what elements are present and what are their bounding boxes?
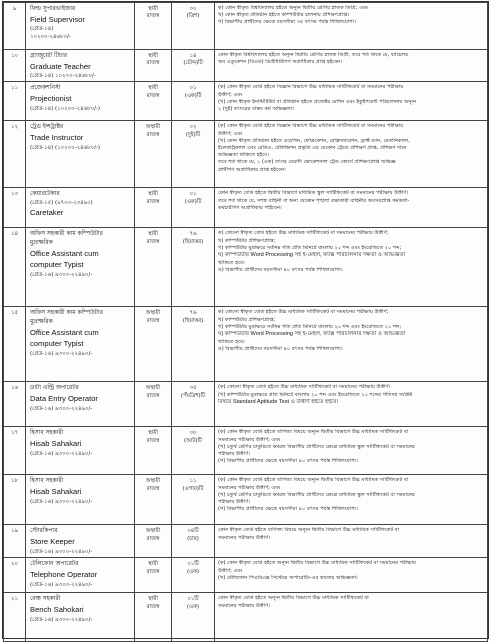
qualification-cell bbox=[215, 307, 488, 382]
post-count-line: (এক)টি bbox=[184, 92, 202, 99]
post-name-line: হিসাব সহকারী bbox=[30, 478, 64, 485]
post-count-line: ০১টি bbox=[187, 561, 199, 568]
post-name-line: প্রজেকশনিস্ট bbox=[30, 85, 61, 92]
post-status-line: রাজস্ব bbox=[146, 13, 160, 20]
post-status-cell bbox=[135, 382, 172, 427]
post-count-line: (দুই)টি bbox=[185, 131, 201, 138]
qualification-line: (খ) টেলিফোন পিএবিএক্স সিস্টেমে অপারেটিং-এর কাজের অভিজ্ঞতা। bbox=[218, 574, 358, 581]
post-name-line: (গ্রেড-১৬) ৯৩০০-২২৪৯০/- bbox=[30, 548, 93, 555]
post-count-line: ৩০ bbox=[189, 6, 197, 12]
serial-number-cell: ১১ bbox=[4, 82, 26, 121]
post-status-cell bbox=[135, 50, 172, 82]
qualification-line: (গ) বিভাগীয় প্রার্থীদের ক্ষেত্রে বয়সসীমা ৪০ বৎসর পর্যন্ত শিথিলযোগ্য। bbox=[218, 458, 358, 465]
post-count-cell bbox=[172, 593, 215, 642]
post-count-line: ০১ bbox=[189, 85, 197, 92]
post-status-line: স্থায়ী bbox=[148, 596, 158, 603]
post-name-cell bbox=[26, 593, 135, 642]
post-name-line: ট্রেড ইন্সট্রাক্টর bbox=[30, 124, 64, 131]
qualification-line: গ) কম্পিউটার মুদ্রাক্ষরে সর্বনিম্ন গতি প্রতি মিনিটে বাংলায় ২০ শব্দ এবং ইংরেজিতে ২০ শব্দ; bbox=[218, 323, 402, 330]
qualification-cell bbox=[215, 188, 488, 228]
post-status-line: স্থায়ী bbox=[148, 85, 158, 92]
post-name-line: (গ্রেড-১৬) ৯৩০০-২২৪৯০/- bbox=[30, 450, 93, 457]
post-count-line: (চার) bbox=[187, 535, 199, 542]
post-status-cell bbox=[135, 82, 172, 121]
post-name-line: মুদ্রাক্ষরিক bbox=[30, 319, 53, 326]
qualification-line: থাকিতে হবে। bbox=[218, 259, 245, 266]
qualification-cell bbox=[215, 427, 488, 475]
post-status-line: রাজস্ব bbox=[146, 238, 160, 245]
post-count-cell bbox=[172, 121, 215, 188]
qualification-line: (ক) কোন স্বীকৃত বোর্ড হইতে বিজ্ঞান বিভাগে উচ্চ মাধ্যমিক সার্টিফিকেট বা সমমানের পরীক্ষায় bbox=[218, 123, 404, 130]
post-status-line: স্থায়ী bbox=[148, 561, 158, 568]
post-count-line: ১৪ bbox=[189, 53, 197, 59]
qualification-line: (খ) চতুর্থ শ্রেণির চাকুরিতে কর্মরত বিভাগীয় প্রার্থীদের ক্ষেত্রে মাধ্যমিক স্কুল সার্টিফিকেট বা সমমানের bbox=[218, 491, 415, 498]
qualification-cell bbox=[215, 82, 488, 121]
post-name-line: Office Assistant cum bbox=[30, 328, 99, 338]
post-name-line: Office Assistant cum bbox=[30, 249, 99, 259]
post-name-line: Trade Instructor bbox=[30, 133, 84, 143]
post-name-line: Data Entry Operator bbox=[30, 394, 98, 404]
serial-number-cell: ১৯ bbox=[4, 525, 26, 558]
post-name-line: অফিস সহকারী কাম কম্পিউটার bbox=[30, 231, 103, 238]
post-name-line: Caretaker bbox=[30, 208, 64, 218]
post-count-line: (এক)টি bbox=[184, 198, 202, 205]
qualification-line: (ক) কোন স্বীকৃত বোর্ড হইতে বিজ্ঞান বিভাগে উচ্চ মাধ্যমিক সার্টিফিকেট বা সমমানের পরীক্ষায় bbox=[218, 84, 404, 91]
post-name-line: Graduate Teacher bbox=[30, 61, 91, 71]
post-name-line: (গ্রেড-১৪) (১০২০০-২৪৬৮০/-) bbox=[30, 144, 100, 151]
post-status-cell bbox=[135, 525, 172, 558]
qualification-line: কোন স্বীকৃত বোর্ড হইতে দ্বিতীয় বিভাগে মাধ্যমিক স্কুল সার্টিফিকেট বা সমমানের পরীক্ষায় উত্তীর্ণ। bbox=[218, 190, 409, 197]
post-count-cell bbox=[172, 188, 215, 228]
post-name-cell bbox=[26, 307, 135, 382]
post-name-line: (গ্রেড-১৬) ৯৩০০-২২৪৯০/- bbox=[30, 271, 93, 278]
serial-number-cell: ১৪ bbox=[4, 228, 26, 307]
post-name-line: (গ্রেড-১৬) ৯৩০০-২২৪৯০/- bbox=[30, 616, 93, 623]
post-name-line: (গ্রেড-১৫) (৯৭০০-২৩৪৯০) bbox=[30, 200, 93, 207]
serial-number-cell: ১৮ bbox=[4, 475, 26, 525]
qualification-line: খ) কম্পিউটার প্রশিক্ষণপ্রাপ্ত; bbox=[218, 316, 276, 323]
post-count-line: (চৌদ্দ)টি bbox=[183, 60, 203, 67]
qualification-line: ক) কোনো স্বীকৃত বোর্ড হইতে উচ্চ মাধ্যমিক সার্টিফিকেট বা সমমানের পরীক্ষায় উত্তীর্ণ; bbox=[218, 309, 389, 316]
post-count-line: (ত্রিশ) bbox=[186, 13, 200, 20]
qualification-cell bbox=[215, 525, 488, 558]
qualification-line: সমমানের পরীক্ষায় উত্তীর্ণ। bbox=[218, 534, 270, 541]
serial-number-cell: ১২ bbox=[4, 121, 26, 188]
post-count-line: (পঁয়ত্রিশ)টি bbox=[180, 392, 206, 399]
serial-number-cell: ১৭ bbox=[4, 427, 26, 475]
post-name-cell bbox=[26, 50, 135, 82]
post-status-line: স্থায়ী bbox=[148, 430, 158, 437]
post-name-line: স্টোরকিপার bbox=[30, 528, 58, 535]
post-count-line: (এক) bbox=[186, 568, 200, 575]
post-status-line: রাজস্ব bbox=[146, 392, 160, 399]
serial-number-cell: ১০ bbox=[4, 50, 26, 82]
post-status-cell bbox=[135, 307, 172, 382]
recruitment-table bbox=[3, 2, 488, 642]
qualification-line: ঙ) বিভাগীয় প্রার্থীদের বয়সসীমা ৪০ বৎসর পর্যন্ত শিথিলযোগ্য। bbox=[218, 267, 343, 274]
post-count-line: ৭৬ bbox=[189, 310, 197, 317]
post-count-line: (ছিয়াত্তর) bbox=[182, 238, 204, 245]
post-status-line: স্থায়ী bbox=[148, 6, 158, 12]
qualification-line: (ক) কোন স্বীকৃত বোর্ড হইতে বাণিজ্য বিষয়ে অন্যূন দ্বিতীয় বিভাগে উচ্চ মাধ্যমিক সার্টিফিকেট বা bbox=[218, 429, 409, 436]
qualification-line: তবে শর্ত থাকে যে, ১ (এক) বৎসর মেয়াদী ভোকেশনাল ট্রেড কোর্সে প্রশিক্ষণপ্রাপ্ত অভিজ্ঞ bbox=[218, 159, 396, 166]
qualification-line: গ) বিভাগীয় প্রার্থীদের ক্ষেত্রে বয়সসীমা ৩৫ বৎসর পর্যন্ত শিথিলযোগ্য। bbox=[218, 19, 356, 26]
table-row bbox=[4, 3, 488, 50]
post-count-cell bbox=[172, 558, 215, 593]
post-count-cell bbox=[172, 427, 215, 475]
post-name-line: (গ্রেড-১৬) ৯৩০০-২২৪৯০/- bbox=[30, 581, 93, 588]
post-name-cell bbox=[26, 558, 135, 593]
post-name-line: Store Keeper bbox=[30, 537, 75, 547]
qualification-line: কর্মচারীগণ অগ্রাধিকার পাইবেন। bbox=[218, 204, 282, 211]
qualification-line: (ক) কোন স্বীকৃত বোর্ড হইতে বাণিজ্য বিষয়ে অন্যূন দ্বিতীয় বিভাগে উচ্চ মাধ্যমিক সার্টিফিকেট বা bbox=[218, 477, 409, 484]
qualification-line: কোন স্বীকৃত বোর্ড হইতে অন্যূন দ্বিতীয় বিভাগে উচ্চ মাধ্যমিক সার্টিফিকেট বা bbox=[218, 595, 369, 602]
post-status-line: রাজস্ব bbox=[146, 437, 160, 444]
post-count-line: ০১টি bbox=[187, 596, 199, 603]
post-name-line: টেলিফোন অপারেটর bbox=[30, 561, 79, 568]
qualification-line: (খ) কোন স্বীকৃত প্রতিষ্ঠান হইতে ওয়েল্ডিং, ফেব্রিকেশন, রেফ্রিজারেশন, ড্রাফ্ট ম্যান, মেকানিক্যাল, bbox=[218, 137, 410, 144]
post-name-line: Hisab Sahakari bbox=[30, 439, 82, 449]
qualification-line: থাকিতে হবে। bbox=[218, 338, 245, 345]
post-name-line: (গ্রেড-১৪) (১০২০০-২৪৬৮০/-) bbox=[30, 105, 100, 112]
qualification-line: ২ (দুই) বৎসরের বাস্তব কর্ম অভিজ্ঞতা। bbox=[218, 106, 295, 113]
post-name-line: হিসাব সহকারী bbox=[30, 430, 64, 437]
post-name-line: ফিল্ড সুপারভাইজার bbox=[30, 6, 76, 12]
post-status-line: স্থায়ী bbox=[148, 231, 158, 238]
post-count-cell bbox=[172, 307, 215, 382]
table-row bbox=[4, 228, 488, 307]
qualification-cell bbox=[215, 382, 488, 427]
table-row bbox=[4, 382, 488, 427]
table-row bbox=[4, 593, 488, 642]
qualification-line: সমমানের পরীক্ষায় উত্তীর্ণ; এবং bbox=[218, 436, 281, 443]
serial-number-cell: ২০ bbox=[4, 558, 26, 593]
post-name-line: গ্র্যাজুয়েট টিচার bbox=[30, 53, 68, 59]
post-name-cell bbox=[26, 188, 135, 228]
post-name-line: Bench Sahokari bbox=[30, 605, 84, 615]
post-name-line: computer Typist bbox=[30, 260, 84, 270]
table-row bbox=[4, 427, 488, 475]
post-name-line: অফিস সহকারী কাম কম্পিউটার bbox=[30, 310, 103, 317]
post-count-cell bbox=[172, 82, 215, 121]
post-name-line: Telephone Operator bbox=[30, 570, 98, 580]
qualification-line: কোন স্বীকৃত বিশ্ববিদ্যালয় হইতে অন্যূন দ্বিতীয় শ্রেণির স্নাতক ডিগ্রী, তবে শর্ত থাকে যে, ব্যাচেলর bbox=[218, 52, 409, 58]
qualification-line: সমমানের পরীক্ষায় উত্তীর্ণ; এবং bbox=[218, 484, 281, 491]
post-count-line: (এক) bbox=[186, 603, 200, 610]
qualification-cell bbox=[215, 593, 488, 642]
post-count-cell bbox=[172, 50, 215, 82]
post-status-cell bbox=[135, 427, 172, 475]
post-status-cell bbox=[135, 3, 172, 50]
qualification-line: উত্তীর্ণ; এবং bbox=[218, 567, 243, 574]
qualification-line: পরীক্ষায় উত্তীর্ণ। bbox=[218, 499, 250, 506]
recruitment-table-page bbox=[2, 1, 489, 639]
post-status-cell bbox=[135, 475, 172, 525]
qualification-line: ইলেকট্রিক্যাল এবং রেডিও, টেলিভিশন প্রভৃতি এর যেকোন ট্রেডে প্রশিক্ষণ প্রাপ্ত, প্রশিক্ষণ দানে bbox=[218, 145, 407, 152]
post-name-cell bbox=[26, 3, 135, 50]
serial-number-cell: ৯ bbox=[4, 3, 26, 50]
post-status-line: অস্থায়ী bbox=[145, 478, 161, 485]
post-name-cell bbox=[26, 228, 135, 307]
post-count-line: (এগার)টি bbox=[182, 485, 204, 492]
qualification-line: ঙ) বিভাগীয় প্রার্থীদের বয়সসীমা ৪০ বৎসর পর্যন্ত শিথিলযোগ্য। bbox=[218, 346, 343, 353]
table-row bbox=[4, 558, 488, 593]
qualification-line: ক) কোন স্বীকৃত বিশ্ববিদ্যালয় হইতে অন্যূন দ্বিতীয় শ্রেণির স্নাতক ডিগ্রি; এবং bbox=[218, 5, 368, 11]
qualification-cell bbox=[215, 50, 488, 82]
table-row bbox=[4, 50, 488, 82]
post-count-cell bbox=[172, 228, 215, 307]
post-status-line: অস্থায়ী bbox=[145, 310, 161, 317]
post-count-line: ১১ bbox=[189, 478, 197, 485]
qualification-line: (খ) চতুর্থ শ্রেণির চাকুরিতে কর্মরত বিভাগীয় প্রার্থীদের ক্ষেত্রে মাধ্যমিক স্কুল সার্টিফিকেট বা সমমানের bbox=[218, 443, 415, 450]
post-status-cell bbox=[135, 558, 172, 593]
qualification-cell bbox=[215, 228, 488, 307]
qualification-line: ঘ) কম্পিউটার Word Processing সহ ই-মেইল, ফ্যাক্স পরিচালনার দক্ষতা ও অভিজ্ঞতা bbox=[218, 252, 406, 259]
qualification-line: প্রার্থীগণ অগ্রাধিকার প্রাপ্ত হইবেন। bbox=[218, 166, 286, 173]
qualification-line: সমমানের পরীক্ষায় উত্তীর্ণ। bbox=[218, 602, 270, 609]
post-status-line: স্থায়ী bbox=[148, 191, 158, 198]
post-name-line: (গ্রেড-১৪) ১০২০০-২৪৬৮০/- bbox=[30, 73, 96, 80]
post-status-line: রাজস্ব bbox=[146, 92, 160, 99]
post-name-cell bbox=[26, 382, 135, 427]
post-status-cell bbox=[135, 593, 172, 642]
post-name-line: (গ্রেড-১৬) ৯৩০০-২২৪৯০/- bbox=[30, 350, 93, 357]
post-count-cell bbox=[172, 475, 215, 525]
post-status-line: অস্থায়ী bbox=[145, 385, 161, 392]
post-status-line: রাজস্ব bbox=[146, 60, 160, 67]
post-name-line: কেয়ারটেকার bbox=[30, 191, 60, 198]
qualification-line: (ক) কোনো স্বীকৃত বোর্ড হইতে উচ্চ মাধ্যমিক সার্টিফিকেট বা সমমানের পরীক্ষায় উত্তীর্ণ। bbox=[218, 384, 391, 391]
serial-number-cell: ২১ bbox=[4, 593, 26, 642]
post-status-line: রাজস্ব bbox=[146, 131, 160, 138]
qualification-line: খ) কোন স্বীকৃত প্রতিষ্ঠান হইতে কম্পিউটার চালনায় প্রশিক্ষণপ্রাপ্ত। bbox=[218, 12, 350, 19]
qualification-line: গ) কম্পিউটার মুদ্রাক্ষরে সর্বনিম্ন গতি প্রতি মিনিটে বাংলায় ২০ শব্দ এবং ইংরেজিতে ২০ শব্দ; bbox=[218, 244, 402, 251]
post-name-line: (গ্রেড-১৪) bbox=[30, 26, 54, 33]
post-name-line: ডাটা এন্ট্রি অপারেটর bbox=[30, 385, 79, 392]
qualification-line: (ক) কোন স্বীকৃত বোর্ড হইতে অন্যূন দ্বিতীয় বিভাগে উচ্চ মাধ্যমিক সার্টিফিকেট বা সমমানের পরীক্ষায় bbox=[218, 560, 416, 567]
post-status-line: অস্থায়ী bbox=[145, 124, 161, 131]
post-status-line: রাজস্ব bbox=[146, 603, 160, 610]
qualification-line: অব এডুকেশন (বিএড) ডিগ্রীধারীগণ অগ্রাধিকার প্রাপ্ত হইবেন। bbox=[218, 59, 343, 66]
post-count-line: ৭৬ bbox=[189, 231, 197, 238]
post-status-line: রাজস্ব bbox=[146, 535, 160, 542]
qualification-cell bbox=[215, 558, 488, 593]
post-name-line: Field Supervisor bbox=[30, 14, 85, 24]
qualification-line: বিষয়ে Standard Aptitude Test এ উত্তীর্ণ হইতে হইবে। bbox=[218, 398, 339, 405]
qualification-line: তবে শর্ত থাকে যে, সশস্ত্র বাহিনী বা অন্য যেকোন শৃঙ্খলা রক্ষাকারী বাহিনীর অবসরপ্রাপ্ত কর্মকর্তা- bbox=[218, 197, 410, 204]
post-count-cell bbox=[172, 525, 215, 558]
table-row bbox=[4, 121, 488, 188]
post-name-line: Hisab Sahakari bbox=[30, 487, 82, 497]
post-status-line: রাজস্ব bbox=[146, 198, 160, 205]
post-status-line: স্থায়ী bbox=[148, 53, 158, 59]
qualification-line: উত্তীর্ণ; এবং bbox=[218, 130, 243, 137]
post-count-line: (আট)টি bbox=[184, 437, 202, 444]
qualification-line: কোন স্বীকৃত বোর্ড হইতে বাণিজ্য বিষয়ে অন্যূন দ্বিতীয় বিভাগে উচ্চ মাধ্যমিক সার্টিফিকেট বা bbox=[218, 527, 400, 534]
qualification-line: (গ) বিভাগীয় প্রার্থীদের ক্ষেত্রে বয়সসীমা ৪০ বৎসর পর্যন্ত শিথিলযোগ্য। bbox=[218, 506, 358, 513]
table-row bbox=[4, 475, 488, 525]
qualification-line: অভিজ্ঞতা থাকিতে হইবে। bbox=[218, 152, 269, 159]
post-count-line: ৩৫ bbox=[189, 385, 197, 392]
qualification-cell bbox=[215, 475, 488, 525]
qualification-line: (খ) কোন স্বীকৃত ইনস্টিটিউট বা প্রতিষ্ঠান হইতে প্রজেক্টর মেশিন এবং ইকুইপমেন্ট পরিচালনায় অন্যূন bbox=[218, 98, 417, 105]
post-status-cell bbox=[135, 121, 172, 188]
post-status-line: রাজস্ব bbox=[146, 317, 160, 324]
post-name-cell bbox=[26, 525, 135, 558]
post-name-line: (গ্রেড-১৬) ৯৩০০-২২৪৯০/- bbox=[30, 405, 93, 412]
qualification-cell bbox=[215, 121, 488, 188]
qualification-line: ঘ) কম্পিউটার Word Processing সহ ই-মেইল, ফ্যাক্স পরিচালনার দক্ষতা ও অভিজ্ঞতা bbox=[218, 331, 406, 338]
post-name-cell bbox=[26, 82, 135, 121]
table-row bbox=[4, 525, 488, 558]
post-count-line: ০৮ bbox=[189, 430, 197, 437]
post-status-line: রাজস্ব bbox=[146, 568, 160, 575]
post-status-line: রাজস্ব bbox=[146, 485, 160, 492]
qualification-line: উত্তীর্ণ; এবং bbox=[218, 91, 243, 98]
post-status-line: অস্থায়ী bbox=[145, 528, 161, 535]
table-row bbox=[4, 307, 488, 382]
qualification-line: ক) কোনো স্বীকৃত বোর্ড হইতে উচ্চ মাধ্যমিক সার্টিফিকেট বা সমমানের পরীক্ষায় উত্তীর্ণ; bbox=[218, 230, 389, 237]
post-name-line: মুদ্রাক্ষরিক bbox=[30, 240, 53, 247]
table-body bbox=[4, 3, 488, 642]
post-name-line: computer Typist bbox=[30, 339, 84, 349]
post-name-cell bbox=[26, 427, 135, 475]
post-count-line: ০৪টি bbox=[187, 528, 199, 535]
qualification-cell bbox=[215, 3, 488, 50]
post-name-line: ১০২০০-২৪৬৮০/- bbox=[30, 34, 71, 41]
post-status-cell bbox=[135, 228, 172, 307]
serial-number-cell: ১৩ bbox=[4, 188, 26, 228]
post-count-cell bbox=[172, 382, 215, 427]
post-name-line: (গ্রেড-১৬) ৯৩০০-২২৪৯০/- bbox=[30, 498, 93, 505]
post-name-cell bbox=[26, 121, 135, 188]
post-name-line: Projectionist bbox=[30, 94, 72, 104]
post-name-line: বেঞ্চ সহকারী bbox=[30, 596, 61, 603]
qualification-line: খ) কম্পিউটার প্রশিক্ষণপ্রাপ্ত; bbox=[218, 237, 276, 244]
qualification-line: (খ) কম্পিউটার মুদ্রাক্ষরে প্রতি মিনিটে বাংলায় ২০ শব্দ এবং ইংরেজিতে ২০ শব্দের গতিসহ সংশ্লিষ্ট bbox=[218, 391, 413, 398]
post-count-line: (ছিয়াত্তর) bbox=[182, 317, 204, 324]
post-count-line: ০২ bbox=[189, 124, 197, 131]
table-row bbox=[4, 82, 488, 121]
serial-number-cell: ১৬ bbox=[4, 382, 26, 427]
post-count-cell bbox=[172, 3, 215, 50]
post-status-cell bbox=[135, 188, 172, 228]
post-count-line: ০১ bbox=[189, 191, 197, 198]
post-name-cell bbox=[26, 475, 135, 525]
qualification-line: পরীক্ষায় উত্তীর্ণ। bbox=[218, 451, 250, 458]
serial-number-cell: ১৫ bbox=[4, 307, 26, 382]
table-row bbox=[4, 188, 488, 228]
